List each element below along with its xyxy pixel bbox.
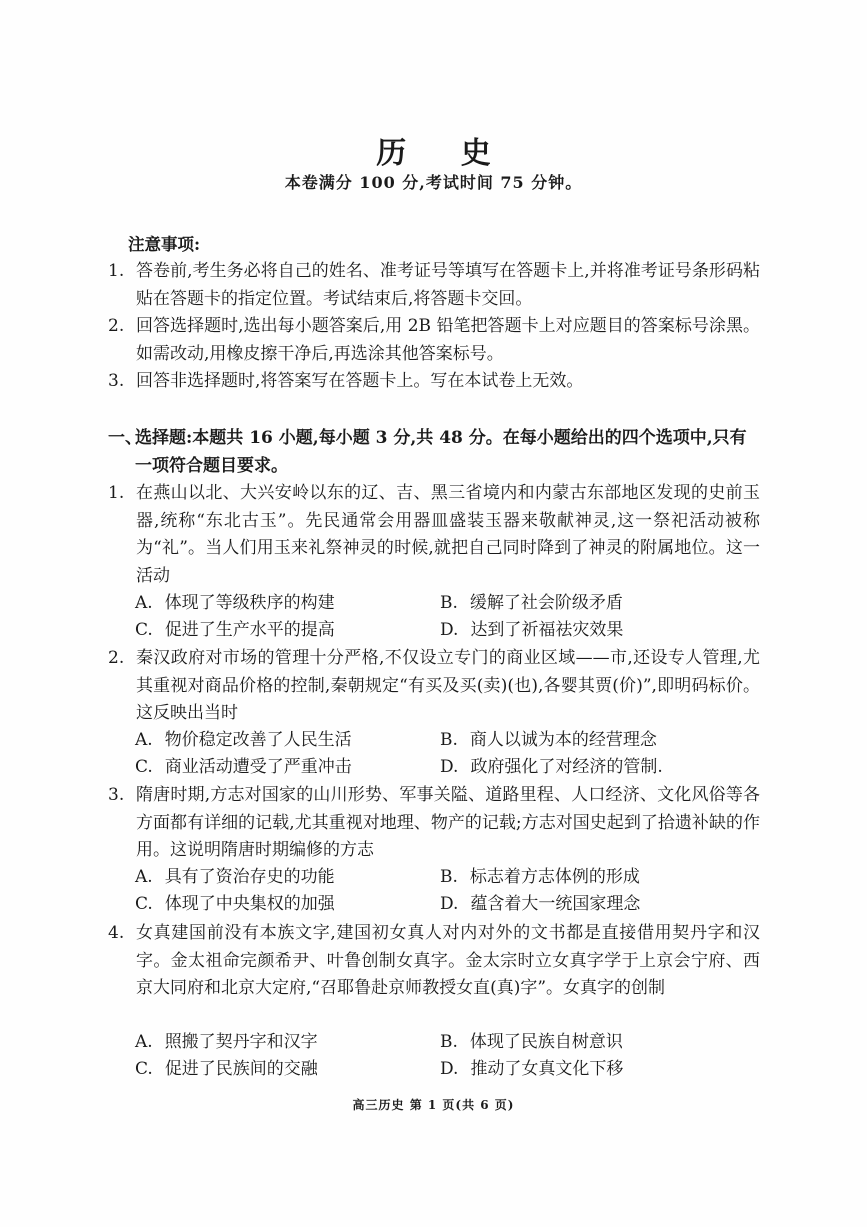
note-number: 3. — [108, 371, 125, 391]
note-text: 回答选择题时,选出每小题答案后,用 2B 铅笔把答题卡上对应题目的答案标号涂黑。如需改动,用橡皮擦干净后,再选涂其他答案标号。 — [136, 316, 760, 364]
note-number: 1. — [108, 261, 125, 281]
option-text: 照搬了契丹字和汉字 — [164, 1032, 318, 1052]
exam-subtitle: 本卷满分 100 分,考试时间 75 分钟。 — [284, 173, 583, 192]
option-d — [440, 1056, 623, 1084]
note-item-2 — [108, 313, 760, 368]
option-letter: A. — [135, 730, 153, 750]
option-text: 标志着方志体例的形成 — [469, 867, 640, 887]
option-letter: A. — [135, 1032, 153, 1052]
note-text: 答卷前,考生务必将自己的姓名、准考证号等填写在答题卡上,并将准考证号条形码粘贴在答题卡的指定位置。考试结束后,将答题卡交回。 — [136, 261, 760, 309]
page-footer: 高三历史 第 1 页(共 6 页) — [352, 1098, 515, 1112]
question-3 — [108, 782, 760, 865]
question-stem: 隋唐时期,方志对国家的山川形势、军事关隘、道路里程、人口经济、文化风俗等各方面都有详细的记载,尤其重视对地理、物产的记载;方志对国史起到了拾遗补缺的作用。这说明隋唐时期编修的方志 — [136, 785, 760, 860]
option-text: 促进了生产水平的提高 — [164, 620, 335, 640]
option-text: 体现了等级秩序的构建 — [164, 593, 335, 613]
option-letter: C. — [135, 1059, 153, 1079]
option-text: 体现了中央集权的加强 — [164, 894, 335, 914]
option-text: 蕴含着大一统国家理念 — [470, 894, 641, 914]
option-d — [440, 891, 640, 919]
option-text: 达到了祈福祛灾效果 — [470, 620, 624, 640]
option-b — [440, 864, 640, 892]
option-letter: B. — [440, 730, 458, 750]
section-heading — [108, 425, 760, 480]
option-b — [440, 727, 657, 755]
question-stem: 秦汉政府对市场的管理十分严格,不仅设立专门的商业区域——市,还设专人管理,尤其重视对商品价格的控制,秦朝规定“有买及买(卖)(也),各婴其贾(价)”,即明码标价。这反映出当时 — [136, 648, 760, 723]
option-text: 体现了民族自树意识 — [469, 1032, 623, 1052]
option-text: 物价稳定改善了人民生活 — [164, 730, 352, 750]
question-number: 1. — [108, 483, 125, 503]
question-2 — [108, 645, 760, 728]
option-text: 商业活动遭受了严重冲击 — [164, 757, 352, 777]
section-text: 选择题:本题共 16 小题,每小题 3 分,共 48 分。在每小题给出的四个选项中,只有一项符合题目要求。 — [135, 428, 747, 476]
option-text: 缓解了社会阶级矛盾 — [469, 593, 623, 613]
question-number: 2. — [108, 648, 125, 668]
note-number: 2. — [108, 316, 125, 336]
option-letter: B. — [440, 1032, 458, 1052]
option-text: 商人以诚为本的经营理念 — [469, 730, 657, 750]
option-c — [135, 1056, 318, 1084]
option-a — [135, 590, 335, 618]
option-letter: B. — [440, 593, 458, 613]
notes-heading: 注意事项: — [128, 235, 201, 254]
question-number: 3. — [108, 785, 125, 805]
option-letter: A. — [135, 593, 153, 613]
option-text: 促进了民族间的交融 — [164, 1059, 318, 1079]
option-text: 推动了女真文化下移 — [470, 1059, 624, 1079]
option-letter: D. — [440, 620, 459, 640]
question-4 — [108, 920, 760, 1003]
option-letter: D. — [440, 894, 459, 914]
option-b — [440, 1029, 623, 1057]
question-1 — [108, 480, 760, 590]
option-letter: B. — [440, 867, 458, 887]
section-number: 一、 — [108, 428, 142, 448]
option-letter: A. — [135, 867, 153, 887]
question-stem: 女真建国前没有本族文字,建国初女真人对内对外的文书都是直接借用契丹字和汉字。金太祖命完颜希尹、叶鲁创制女真字。金太宗时立女真字学于上京会宁府、西京大同府和北京大定府,“召耶鲁赴京师教授女直(真)字”。女真字的创制 — [136, 923, 760, 998]
note-item-3 — [108, 368, 760, 396]
exam-title: 历 史 — [376, 136, 513, 171]
option-letter: D. — [440, 757, 459, 777]
question-stem: 在燕山以北、大兴安岭以东的辽、吉、黑三省境内和内蒙古东部地区发现的史前玉器,统称“东北古玉”。先民通常会用器皿盛装玉器来敬献神灵,这一祭祀活动被称为“礼”。当人们用玉来礼祭神灵的时候,就把自己同时降到了神灵的附属地位。这一活动 — [136, 483, 760, 586]
option-c — [135, 617, 335, 645]
question-number: 4. — [108, 923, 125, 943]
note-text: 回答非选择题时,将答案写在答题卡上。写在本试卷上无效。 — [136, 371, 584, 391]
option-letter: D. — [440, 1059, 459, 1079]
option-letter: C. — [135, 620, 153, 640]
option-a — [135, 727, 352, 755]
option-text: 具有了资治存史的功能 — [164, 867, 335, 887]
option-a — [135, 864, 335, 892]
option-b — [440, 590, 623, 618]
option-letter: C. — [135, 894, 153, 914]
note-item-1 — [108, 258, 760, 313]
option-d — [440, 754, 663, 782]
option-c — [135, 891, 335, 919]
option-c — [135, 754, 352, 782]
option-text: 政府强化了对经济的管制. — [470, 757, 663, 777]
option-a — [135, 1029, 318, 1057]
option-d — [440, 617, 623, 645]
option-letter: C. — [135, 757, 153, 777]
